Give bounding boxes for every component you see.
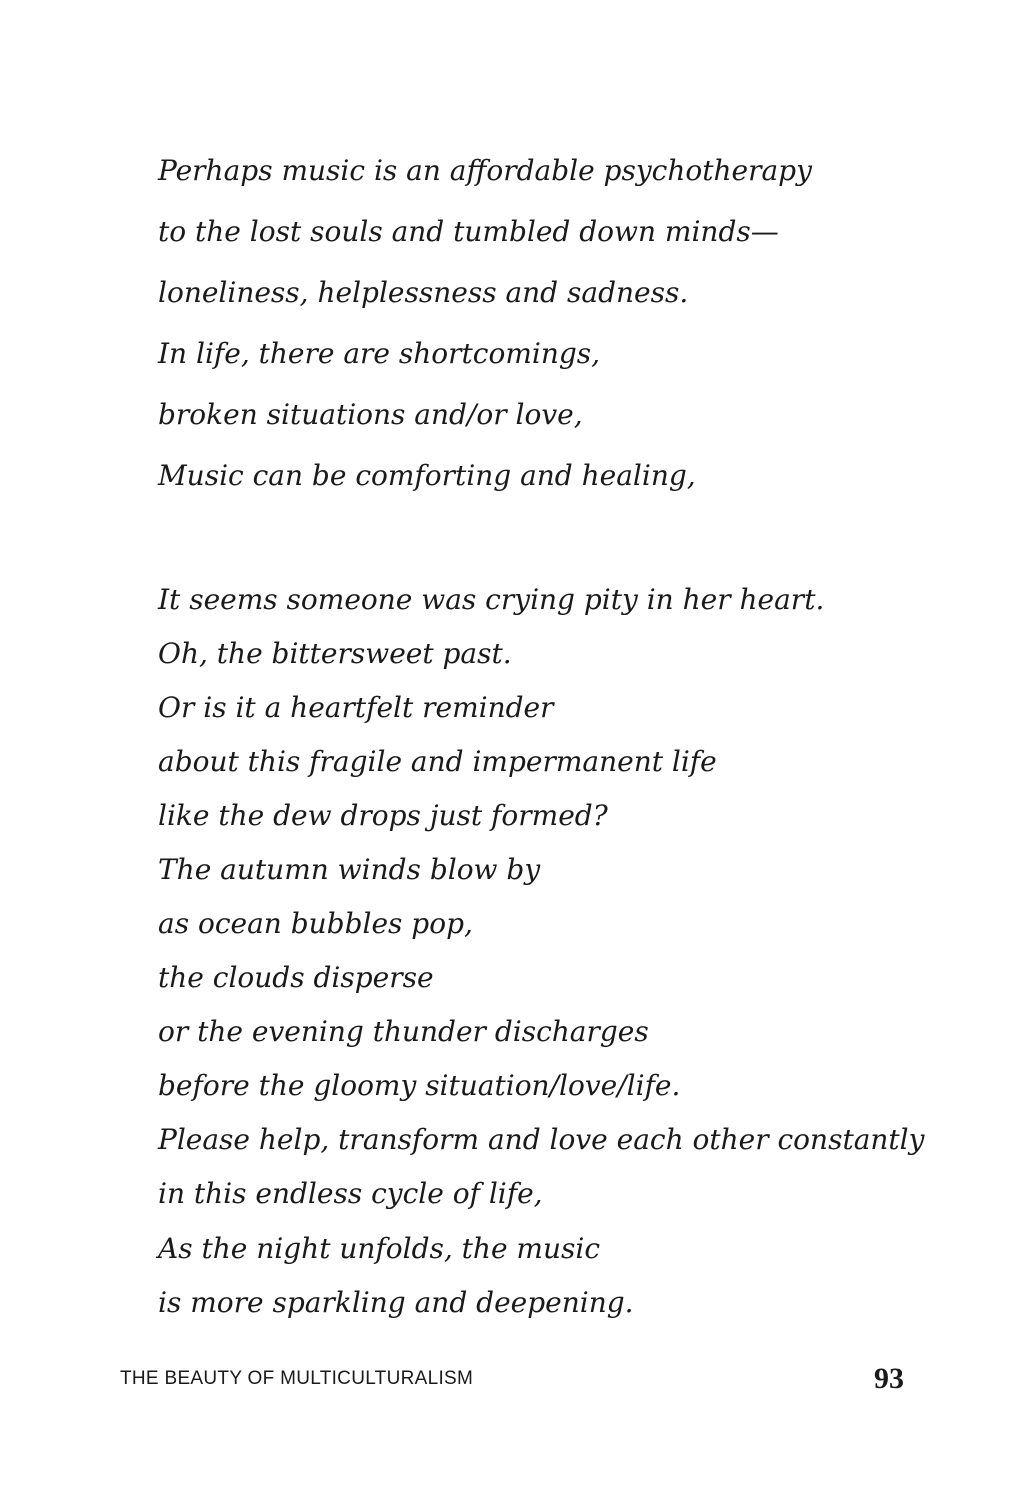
poem-line: about this fragile and impermanent life — [158, 745, 717, 778]
poem-line: like the dew drops just formed? — [158, 799, 608, 832]
poem-line: It seems someone was crying pity in her heart. — [158, 583, 825, 616]
poem-line: As the night unfolds, the music — [158, 1232, 601, 1265]
poem-line: Perhaps music is an affordable psychotherapy — [158, 154, 812, 187]
page-number: 93 — [874, 1362, 904, 1395]
poem-line: In life, there are shortcomings, — [158, 337, 601, 370]
poem-line: as ocean bubbles pop, — [158, 907, 473, 940]
poem-line: Please help, transform and love each other constantly — [158, 1123, 925, 1156]
poem-line: is more sparkling and deepening. — [158, 1286, 634, 1319]
poem-line: loneliness, helplessness and sadness. — [158, 276, 689, 309]
poem-line: Or is it a heartfelt reminder — [158, 691, 554, 724]
poem-line: Oh, the bittersweet past. — [158, 637, 512, 670]
poem-line: the clouds disperse — [158, 961, 434, 994]
poem-line: The autumn winds blow by — [158, 853, 541, 886]
running-footer-title: THE BEAUTY OF MULTICULTURALISM — [120, 1368, 474, 1389]
poem-line: to the lost souls and tumbled down minds— — [158, 215, 779, 248]
poem-line: before the gloomy situation/love/life. — [158, 1069, 681, 1102]
poem-line: Music can be comforting and healing, — [158, 459, 696, 492]
poem-line: broken situations and/or love, — [158, 398, 583, 431]
poem-line: or the evening thunder discharges — [158, 1015, 649, 1048]
poem-line: in this endless cycle of life, — [158, 1177, 543, 1210]
